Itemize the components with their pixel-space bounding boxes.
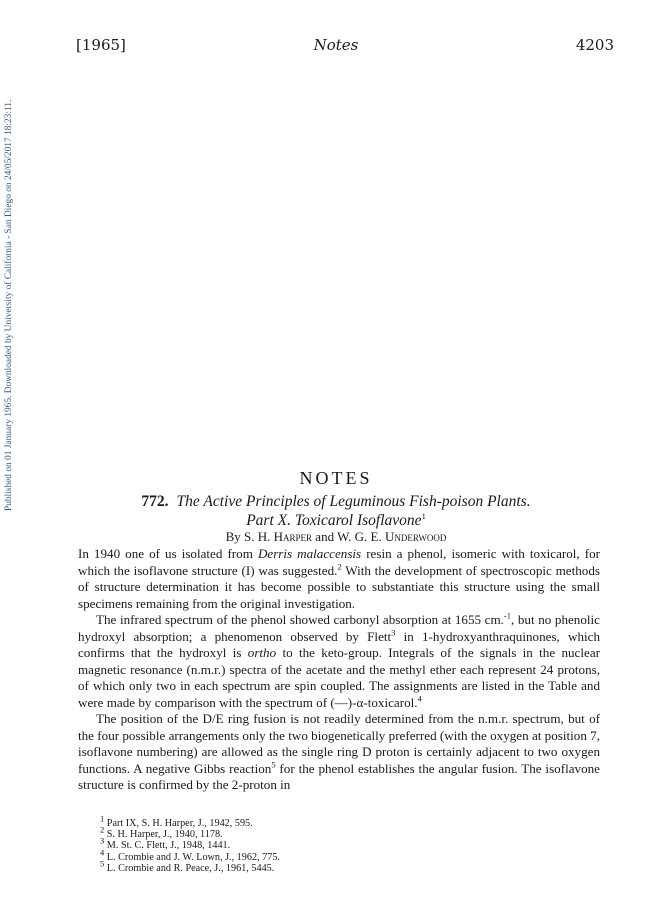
paragraph-2 <box>78 612 600 711</box>
footnote-marker: 2 <box>100 824 105 835</box>
footnote-4 <box>100 847 580 863</box>
p2-s3: in 1-hydroxyanthraquinones, which confirms that the hydroxyl is <box>78 628 600 660</box>
footnote-marker: 1 <box>100 813 105 824</box>
author-mid: and W. G. E. <box>312 529 385 544</box>
footnote-text: Part IX, S. H. Harper, J., 1942, 595. <box>104 818 253 829</box>
ref-5: 5 <box>271 759 276 770</box>
footnote-3 <box>100 836 580 852</box>
ref-4: 4 <box>417 693 422 704</box>
article-body <box>78 546 600 794</box>
p2-ortho: ortho <box>247 645 277 660</box>
download-watermark: Published on 01 January 1965. Downloaded by University of California - San Diego on 24/05/2017 18:23:11. <box>4 100 14 512</box>
header-year: [1965] <box>76 36 126 54</box>
p2-s2: , but no phenolic hydroxyl absorption; a phenomenon observed by Flett <box>78 612 600 644</box>
article-subtitle-text: Part X. Toxicarol Isoflavone <box>246 512 422 529</box>
p2-s5: to the keto-group. Integrals of the signals in the nuclear magnetic resonance (n.m.r.) spectra of the acetate and the methyl ether each represent 24 protons, of which only two in each spectrum are spin coupled. The assignments are listed in the Table and were made by comparison with the spectrum of (—)-α-toxicarol. <box>78 645 600 710</box>
paragraph-1 <box>78 546 600 612</box>
ref-3: 3 <box>391 627 396 638</box>
title-footnote-ref: 1 <box>421 510 426 521</box>
footnotes <box>100 813 580 874</box>
ref-2: 2 <box>337 561 342 572</box>
unit-exponent: -1 <box>503 610 511 621</box>
p1-s3: resin a phenol, isomeric with toxicarol, for which the isoflavone structure (I) was suggested. <box>78 546 600 578</box>
header-section: Notes <box>313 36 359 54</box>
author-prefix: By S. H. <box>225 529 274 544</box>
p3-s2: for the phenol establishes the angular fusion. The isoflavone structure is confirmed by the 2-proton in <box>78 760 600 792</box>
article-number: 772. <box>141 493 169 510</box>
p1-s4: With the development of spectroscopic methods of structure determination it has become possible to substantiate this structure using the small specimens remaining from the original investigation. <box>78 562 600 611</box>
footnote-1 <box>100 813 580 829</box>
footnote-text: L. Crombie and R. Peace, J., 1961, 5445. <box>104 862 275 874</box>
header-page-number: 4203 <box>575 36 614 54</box>
p1-species-name: Derris malaccensis <box>257 546 362 561</box>
footnote-text: L. Crombie and J. W. Lown, J., 1962, 775. <box>104 851 280 863</box>
footnote-text: S. H. Harper, J., 1940, 1178. <box>104 829 223 841</box>
footnote-marker: 3 <box>100 836 105 847</box>
footnote-2 <box>100 824 580 841</box>
footnote-marker: 5 <box>100 858 105 869</box>
p2-s1: The infrared spectrum of the phenol showed carbonyl absorption at 1655 cm. <box>96 612 504 627</box>
footnote-marker: 4 <box>100 847 105 858</box>
article-title-text: The Active Principles of Leguminous Fish-poison Plants. <box>176 493 531 510</box>
article-title-line2 <box>0 511 672 531</box>
footnote-5 <box>100 858 580 874</box>
footnote-text: M. St. C. Flett, J., 1948, 1441. <box>104 840 231 852</box>
author2-surname: Underwood <box>385 529 447 544</box>
author-line <box>0 529 672 545</box>
section-heading: NOTES <box>299 468 373 488</box>
p1-s1: In 1940 one of us isolated from <box>78 546 258 561</box>
p3-s1: The position of the D/E ring fusion is not readily determined from the n.m.r. spectrum, but of the four possible arrangements only the two biogenetically preferred (with the oxygen at position 7, isoflavone numbering) are allowed as the single ring D proton is certainly adjacent to two oxygen functions. A negative Gibbs reaction <box>78 711 600 776</box>
author1-surname: Harper <box>273 529 313 544</box>
article-title-line1 <box>0 492 672 512</box>
paragraph-3 <box>78 711 600 794</box>
